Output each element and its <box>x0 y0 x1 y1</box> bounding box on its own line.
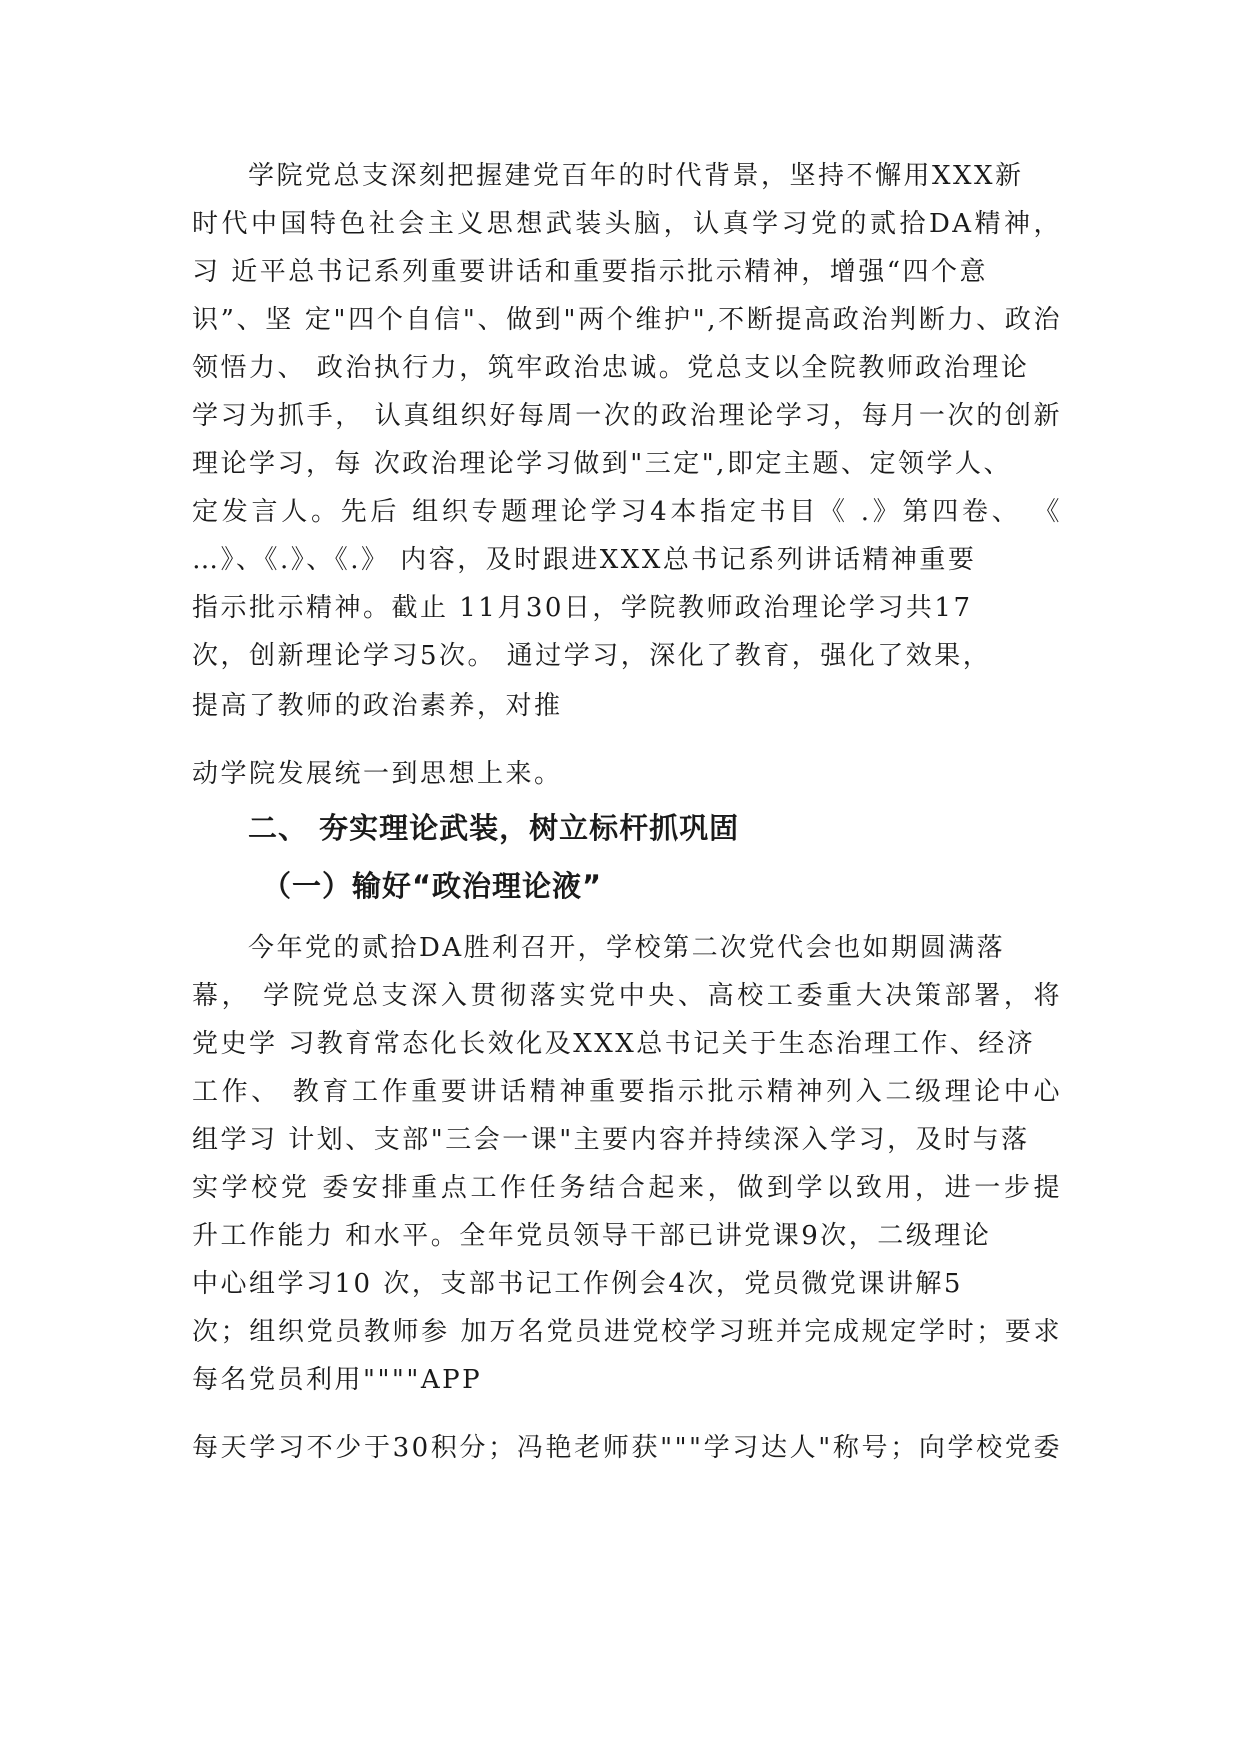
paragraph-line: 时代中国特色社会主义思想武装头脑，认真学习党的贰拾DA精神， <box>192 209 1062 239</box>
paragraph-line: 学院党总支深刻把握建党百年的时代背景，坚持不懈用XXX新 <box>248 161 1024 191</box>
paragraph-line: 实学校党 委安排重点工作任务结合起来，做到学以致用，进一步提 <box>192 1173 1062 1203</box>
paragraph-line: 组学习 计划、支部"三会一课"主要内容并持续深入学习，及时与落 <box>192 1125 1030 1155</box>
paragraph-line: 领悟力、 政治执行力，筑牢政治忠诚。党总支以全院教师政治理论 <box>192 353 1030 383</box>
paragraph-line: 中心组学习10 次，支部书记工作例会4次，党员微党课讲解5 <box>192 1269 963 1299</box>
paragraph-line: 学习为抓手， 认真组织好每周一次的政治理论学习，每月一次的创新 <box>192 401 1062 431</box>
paragraph-line: 次，创新理论学习5次。 通过学习，深化了教育，强化了效果， <box>192 641 992 671</box>
paragraph-line: 每名党员利用""""APP <box>192 1365 483 1395</box>
paragraph-line: 识”、坚 定"四个自信"、做到"两个维护",不断提高政治判断力、政治 <box>192 305 1062 335</box>
paragraph-line: 指示批示精神。截止 11月30日，学院教师政治理论学习共17 <box>192 593 973 623</box>
paragraph-line: 每天学习不少于30积分；冯艳老师获"""学习达人"称号；向学校党委 <box>192 1433 1062 1463</box>
paragraph-line: 提高了教师的政治素养，对推 <box>192 691 563 721</box>
paragraph-line: 次；组织党员教师参 加万名党员进党校学习班并完成规定学时；要求 <box>192 1317 1062 1347</box>
paragraph-line: 今年党的贰拾DA胜利召开，学校第二次党代会也如期圆满落 <box>248 933 1006 963</box>
paragraph-line: 工作、 教育工作重要讲话精神重要指示批示精神列入二级理论中心 <box>192 1077 1062 1107</box>
subsection-heading: （一）输好“政治理论液” <box>262 869 603 903</box>
paragraph-line: 升工作能力 和水平。全年党员领导干部已讲党课9次，二级理论 <box>192 1221 992 1251</box>
paragraph-line: 理论学习，每 次政治理论学习做到"三定",即定主题、定领学人、 <box>192 449 1012 479</box>
paragraph-line: 定发言人。先后 组织专题理论学习4本指定书目《 .》第四卷、 《 <box>192 497 1062 527</box>
paragraph-line: 习 近平总书记系列重要讲话和重要指示批示精神，增强“四个意 <box>192 257 989 287</box>
paragraph-line: 党史学 习教育常态化长效化及XXX总书记关于生态治理工作、经济 <box>192 1029 1036 1059</box>
paragraph-line: 幕， 学院党总支深入贯彻落实党中央、高校工委重大决策部署，将 <box>192 981 1062 1011</box>
section-heading: 二、 夯实理论武装，树立标杆抓巩固 <box>248 811 740 845</box>
paragraph-line: …》、《.》、《.》 内容，及时跟进XXX总书记系列讲话精神重要 <box>192 545 977 575</box>
paragraph-line: 动学院发展统一到思想上来。 <box>192 759 563 789</box>
